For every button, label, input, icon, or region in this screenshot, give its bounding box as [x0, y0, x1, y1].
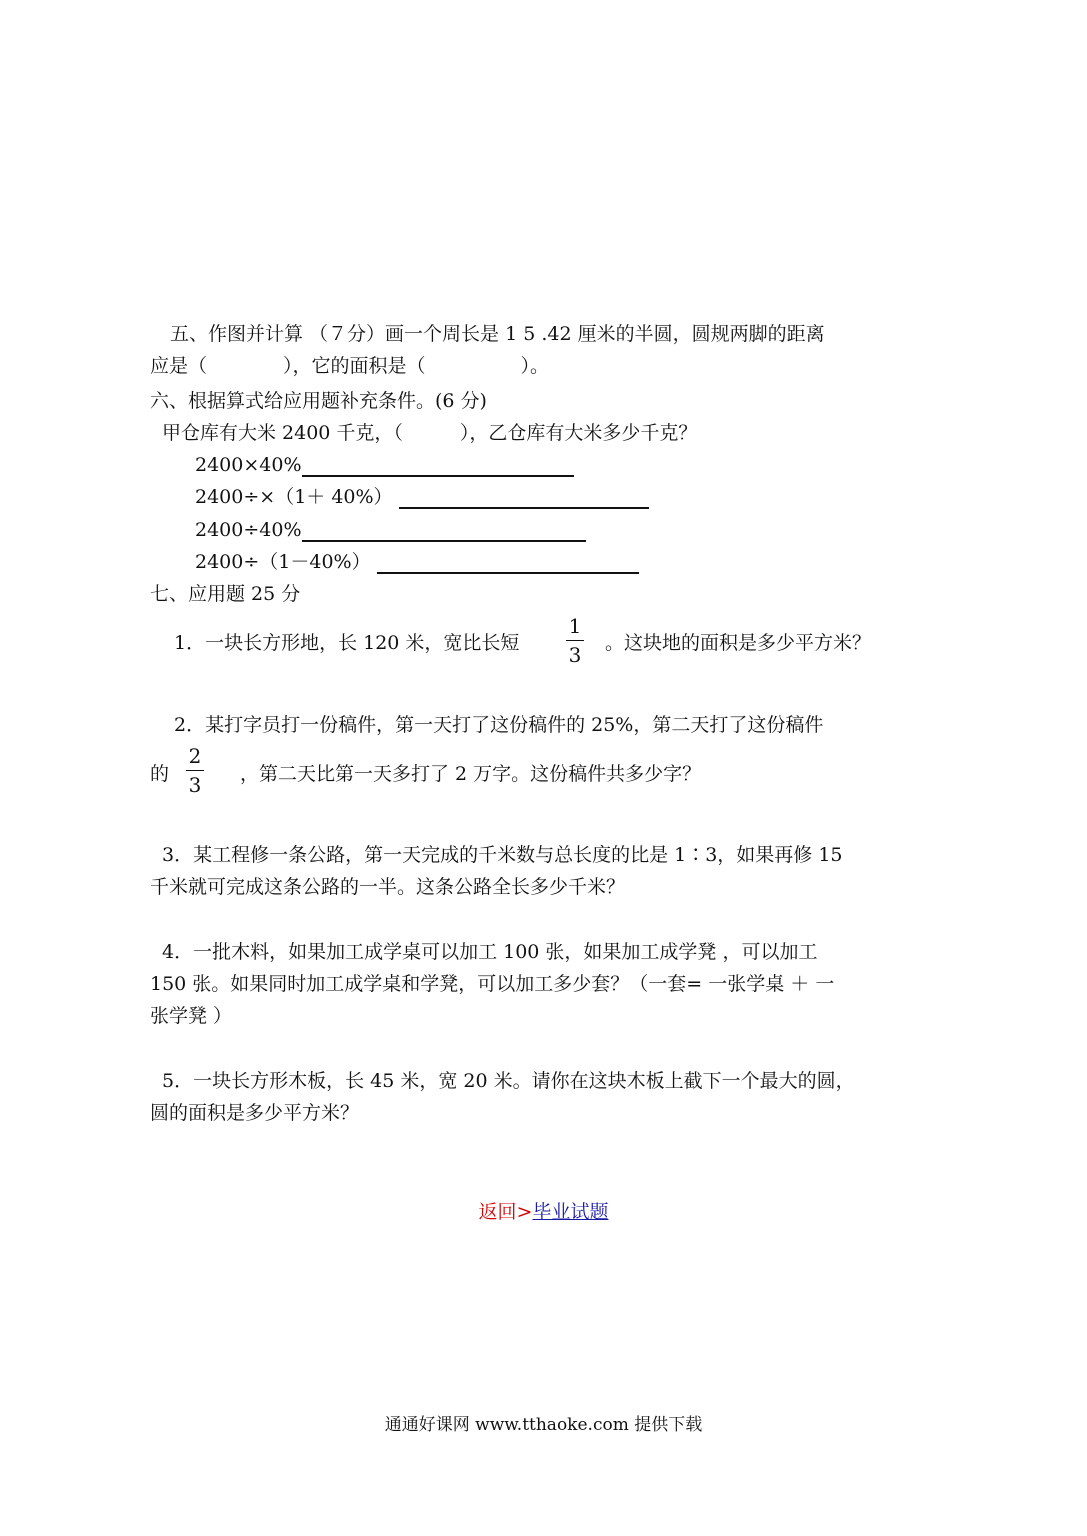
question-5-line-2: 圆的面积是多少平方米？: [150, 1102, 360, 1124]
graduation-exams-link[interactable]: 毕业试题: [532, 1201, 609, 1223]
formula-3-text: 2400÷40%: [195, 519, 302, 541]
section-5-line-1: 五、作图并计算 （７分）画一个周长是 1 5 .42 厘米的半圆，圆规两脚的距离: [170, 323, 825, 345]
fraction-denominator: 3: [188, 773, 202, 797]
formula-2-text: 2400÷×（1＋ 40%）: [195, 486, 393, 508]
formula-1: [195, 453, 574, 477]
question-4-line-3: 张学凳 ）: [150, 1005, 233, 1027]
question-2-part-a: 的: [150, 763, 170, 785]
fraction-numerator: 1: [568, 614, 582, 638]
answer-blank-1[interactable]: [302, 455, 574, 477]
question-3-line-1: 3．某工程修一条公路，第一天完成的千米数与总长度的比是 1∶3，如果再修 15: [162, 844, 843, 866]
breadcrumb: [0, 1197, 1087, 1224]
formula-4: [195, 550, 639, 574]
back-link[interactable]: 返回: [478, 1201, 517, 1223]
question-2-part-b: ，第二天比第一天多打了 2 万字。这份稿件共多少字？: [240, 763, 702, 785]
formula-3: [195, 518, 586, 542]
fraction-one-third: [564, 615, 586, 666]
fraction-numerator: 2: [188, 744, 202, 768]
question-1-part-b: 。这块地的面积是多少平方米？: [605, 632, 872, 654]
fraction-bar: [186, 770, 204, 771]
section-5-line-2: 应是（ ），它的面积是（ ）。: [150, 355, 550, 377]
fraction-bar: [566, 640, 584, 641]
page-footer: 通通好课网 www.tthaoke.com 提供下载: [384, 1415, 703, 1435]
section-6-stem: 甲仓库有大米 2400 千克，（ ），乙仓库有大米多少千克？: [162, 422, 698, 444]
answer-blank-4[interactable]: [377, 552, 639, 574]
chevron-right-icon: >: [516, 1201, 533, 1223]
formula-2: [195, 485, 649, 509]
question-4-line-2: 150 张。如果同时加工成学桌和学凳，可以加工多少套？（一套= 一张学桌 ＋ 一: [150, 973, 835, 995]
question-2-line-1: 2．某打字员打一份稿件，第一天打了这份稿件的 25%，第二天打了这份稿件: [174, 714, 824, 736]
section-6-heading: 六、根据算式给应用题补充条件。(6 分): [150, 390, 487, 412]
question-3-line-2: 千米就可完成这条公路的一半。这条公路全长多少千米？: [150, 876, 626, 898]
question-1-part-a: 1．一块长方形地，长 120 米，宽比长短: [174, 632, 520, 654]
answer-blank-2[interactable]: [399, 487, 649, 509]
section-7-heading: 七、应用题 25 分: [150, 583, 301, 605]
formula-4-text: 2400÷（1－40%）: [195, 551, 371, 573]
fraction-two-thirds: [184, 745, 206, 796]
fraction-denominator: 3: [568, 643, 582, 667]
formula-1-text: 2400×40%: [195, 454, 302, 476]
answer-blank-3[interactable]: [302, 520, 586, 542]
question-5-line-1: 5．一块长方形木板，长 45 米，宽 20 米。请你在这块木板上截下一个最大的圆，: [162, 1070, 855, 1092]
question-4-line-1: 4．一批木料，如果加工成学桌可以加工 100 张，如果加工成学凳 ，可以加工: [162, 941, 818, 963]
